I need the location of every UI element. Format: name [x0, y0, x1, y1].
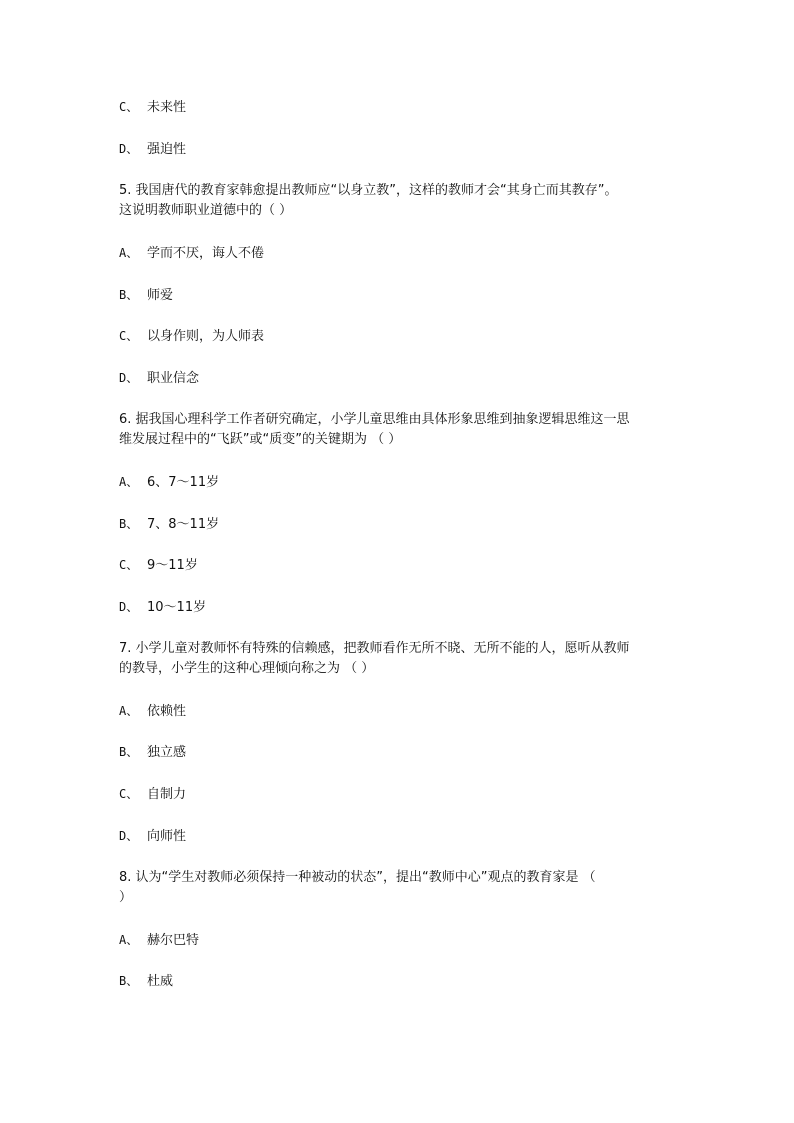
option-c-q5 [119, 326, 679, 347]
option-d-q4 [119, 139, 679, 160]
option-text: 以身作则，为人师表 [147, 329, 265, 344]
option-d-q6 [119, 597, 679, 618]
option-a-q5 [119, 243, 679, 264]
option-letter: A、 [119, 246, 139, 260]
option-letter: C、 [119, 558, 139, 572]
option-text: 6、7～11岁 [147, 475, 220, 490]
option-letter: D、 [119, 371, 139, 385]
option-text: 向师性 [147, 829, 187, 844]
option-a-q7 [119, 701, 679, 722]
option-text: 师爱 [147, 288, 174, 303]
option-text: 自制力 [147, 787, 187, 802]
option-b-q8 [119, 971, 679, 992]
option-text: 9～11岁 [147, 558, 198, 573]
option-c-q7 [119, 784, 679, 805]
option-letter: B、 [119, 974, 139, 988]
option-b-q5 [119, 285, 679, 306]
option-text: 杜威 [147, 974, 174, 989]
option-text: 依赖性 [147, 704, 187, 719]
option-d-q5 [119, 368, 679, 389]
question-5-line-1: 5. 我国唐代的教育家韩愈提出教师应“以身立教”，这样的教师才会“其身亡而其教存”。 [119, 183, 618, 198]
option-text: 职业信念 [147, 371, 200, 386]
option-letter: D、 [119, 142, 139, 156]
option-text: 未来性 [147, 100, 187, 115]
option-c-q4 [119, 97, 679, 118]
question-6-line-1: 6. 据我国心理科学工作者研究确定，小学儿童思维由具体形象思维到抽象逻辑思维这一思 [119, 412, 630, 427]
option-letter: A、 [119, 933, 139, 947]
option-text: 7、8～11岁 [147, 517, 220, 532]
question-7-line-2: 的教导，小学生的这种心理倾向称之为 （ ） [119, 661, 375, 676]
option-letter: D、 [119, 829, 139, 843]
question-6-line-2: 维发展过程中的“飞跃”或“质变”的关键期为 （ ） [119, 432, 402, 447]
question-8-line-2: ） [119, 890, 133, 905]
option-text: 赫尔巴特 [147, 933, 200, 948]
option-letter: B、 [119, 288, 139, 302]
option-letter: C、 [119, 100, 139, 114]
option-text: 强迫性 [147, 142, 187, 157]
option-letter: D、 [119, 600, 139, 614]
option-c-q6 [119, 555, 679, 576]
option-letter: C、 [119, 329, 139, 343]
option-a-q8 [119, 930, 679, 951]
option-text: 学而不厌，诲人不倦 [147, 246, 265, 261]
question-7-line-1: 7. 小学儿童对教师怀有特殊的信赖感，把教师看作无所不晓、无所不能的人，愿听从教师 [119, 641, 630, 656]
option-a-q6 [119, 472, 679, 493]
option-letter: C、 [119, 787, 139, 801]
question-8-line-1: 8. 认为“学生对教师必须保持一种被动的状态”，提出“教师中心”观点的教育家是 （ [119, 870, 596, 885]
option-letter: B、 [119, 517, 139, 531]
option-letter: A、 [119, 704, 139, 718]
option-text: 独立感 [147, 745, 187, 760]
option-d-q7 [119, 826, 679, 847]
option-text: 10～11岁 [147, 600, 207, 615]
option-letter: A、 [119, 475, 139, 489]
question-5-line-2: 这说明教师职业道德中的（ ） [119, 203, 293, 218]
option-letter: B、 [119, 745, 139, 759]
option-b-q7 [119, 742, 679, 763]
option-b-q6 [119, 514, 679, 535]
